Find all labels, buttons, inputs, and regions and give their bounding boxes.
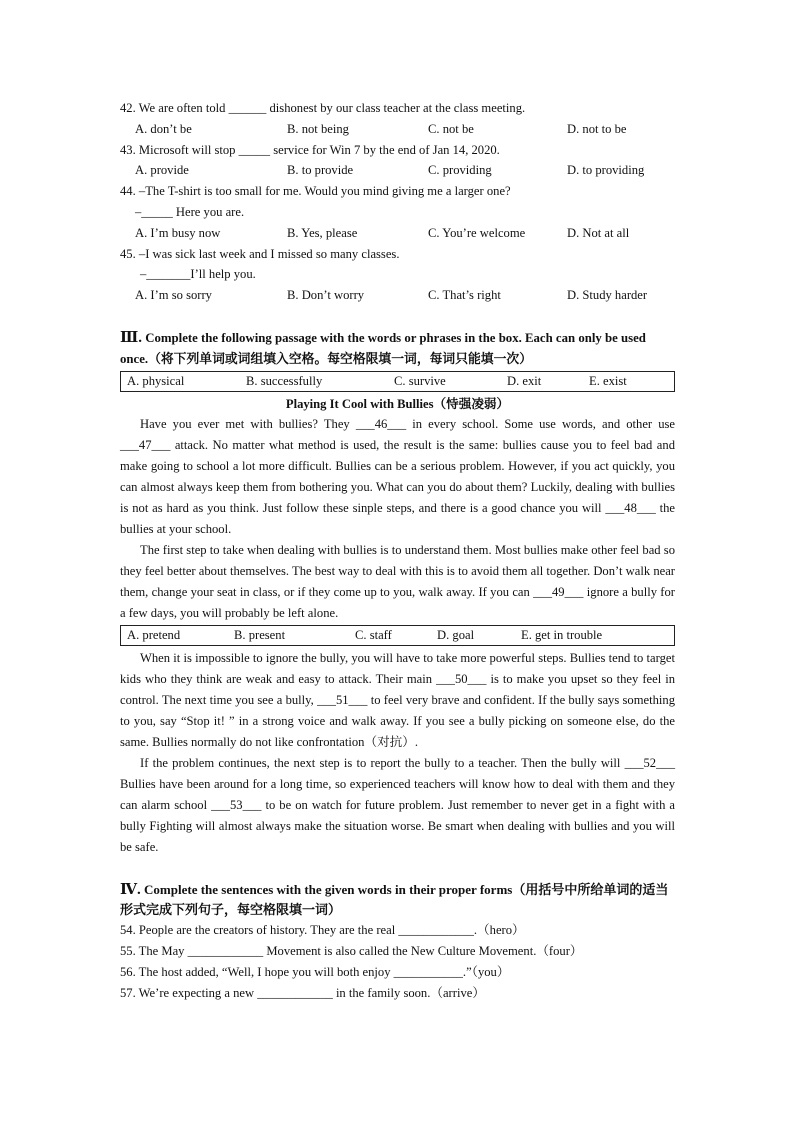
question-number: 43. bbox=[120, 142, 136, 157]
passage-paragraph-4: If the problem continues, the next step is to report the bully to a teacher. Then the bully will ___52___ Bullies have been around for a long time, so experienced teachers will know how to deal with them and they can alarm school ___53___ to be on watch for future problem. Just remember to never get in a fight with a bully Fighting will almost always make the situation worse. Be smart when dealing with bullies and you will be safe. bbox=[120, 756, 675, 855]
word-option: E. exist bbox=[589, 373, 627, 388]
option-b: B. Don’t worry bbox=[287, 288, 365, 303]
question-number: 45. bbox=[120, 246, 136, 261]
word-box-2 bbox=[120, 625, 675, 646]
passage-title: Playing It Cool with Bullies（恃强凌弱） bbox=[285, 396, 510, 411]
option-a: A. provide bbox=[135, 163, 189, 178]
word-option: B. successfully bbox=[246, 373, 323, 388]
word-option: E. get in trouble bbox=[521, 628, 603, 643]
passage-paragraph-2: The first step to take when dealing with bullies is to understand them. Most bullies make other feel bad so they feel better about themselves. The best way to deal with this is to avoid them all together. Don’t walk near them, change your seat in class, or if they come up to you, walk away. If you can ___49___ ignore a bully for a few days, you will probably be left alone. bbox=[120, 543, 675, 621]
section-number: Ⅳ. bbox=[120, 882, 141, 899]
option-b: B. Yes, please bbox=[287, 225, 358, 240]
word-option: A. pretend bbox=[127, 628, 181, 643]
option-d: D. to providing bbox=[567, 163, 645, 178]
option-c: C. providing bbox=[428, 163, 492, 178]
options-44 bbox=[120, 223, 675, 244]
fill-item-54: 54. People are the creators of history. They are the real ____________.（hero） bbox=[120, 923, 525, 938]
word-option: D. goal bbox=[437, 628, 475, 643]
passage-paragraph-1: Have you ever met with bullies? They ___46___ in every school. Some use words, and other use ___47___ attack. No matter what method is used, the result is the same: bullies cause you to feel bad and make going to school a lot more difficult. Bullies can be a serious problem. However, if you act quickly, you can almost always keep them from bothering you. What can you do about them? Luckily, dealing with bullies is not as hard as you think. Just follow these sinple steps, and there is a good chance you will ___48___ the bullies at your school. bbox=[120, 417, 675, 537]
question-43 bbox=[120, 140, 675, 161]
fill-item-56: 56. The host added, “Well, I hope you will both enjoy ___________.”（you） bbox=[120, 964, 510, 979]
word-option: B. present bbox=[234, 628, 286, 643]
question-44-reply: –_____ Here you are. bbox=[135, 204, 245, 219]
passage-paragraph-3: When it is impossible to ignore the bully, you will have to take more powerful steps. Bullies tend to target kids who they think are weak and easy to attack. Their main ___50___ is to make you upset so they feel in control. The next time you see a bully, ___51___ to feel very brave and confident. If the bully says something to you, say “Stop it! ” in a strong voice and walk away. If you see a bully picking on someone else, do the same. Bullies normally do not like confrontation（对抗）. bbox=[120, 651, 675, 750]
word-option: C. staff bbox=[355, 628, 392, 643]
section-instruction: Complete the following passage with the words or phrases in the box. Each can only be used once. bbox=[120, 330, 646, 366]
section-instruction-cn: （用括号中所给单词的适当形式完成下列句子，每空格限填一词） bbox=[120, 882, 669, 918]
section-instruction-cn: （将下列单词或词组填入空格。每空格限填一词，每词只能填一次） bbox=[148, 351, 532, 366]
question-stem: Microsoft will stop _____ service for Win 7 by the end of Jan 14, 2020. bbox=[138, 142, 500, 157]
section-instruction: Complete the sentences with the given words in their proper forms bbox=[140, 882, 513, 898]
fill-item-55: 55. The May ____________ Movement is also called the New Culture Movement.（four） bbox=[120, 944, 583, 959]
fill-item-57: 57. We’re expecting a new ____________ in the family soon.（arrive） bbox=[120, 985, 485, 1000]
option-a: A. I’m so sorry bbox=[135, 288, 212, 303]
option-d: D. not to be bbox=[567, 121, 627, 136]
word-option: A. physical bbox=[127, 373, 185, 388]
option-d: D. Not at all bbox=[567, 225, 630, 240]
question-number: 44. bbox=[120, 184, 136, 199]
word-option: D. exit bbox=[507, 373, 542, 388]
option-d: D. Study harder bbox=[567, 288, 648, 303]
question-45-reply: –_______I’ll help you. bbox=[140, 267, 256, 282]
option-a: A. don’t be bbox=[135, 121, 192, 136]
section-3-heading bbox=[120, 328, 675, 370]
question-stem: –The T-shirt is too small for me. Would you mind giving me a larger one? bbox=[138, 184, 511, 199]
option-c: C. not be bbox=[428, 121, 474, 136]
question-42 bbox=[120, 98, 675, 119]
question-stem: –I was sick last week and I missed so many classes. bbox=[138, 246, 400, 261]
options-45 bbox=[120, 285, 675, 306]
option-b: B. to provide bbox=[287, 163, 354, 178]
section-4-heading bbox=[120, 880, 675, 920]
options-42 bbox=[120, 119, 675, 140]
question-stem: We are often told ______ dishonest by our class teacher at the class meeting. bbox=[138, 101, 526, 115]
option-c: C. You’re welcome bbox=[428, 225, 526, 240]
spacer bbox=[120, 858, 675, 880]
worksheet-page bbox=[120, 98, 675, 1004]
spacer bbox=[120, 306, 675, 328]
option-b: B. not being bbox=[287, 121, 349, 136]
word-option: C. survive bbox=[394, 373, 446, 388]
word-box-1 bbox=[120, 371, 675, 392]
section-number: Ⅲ. bbox=[120, 329, 143, 346]
options-43 bbox=[120, 160, 675, 181]
question-45 bbox=[120, 244, 675, 265]
question-44 bbox=[120, 181, 675, 202]
question-number: 42. bbox=[120, 101, 136, 115]
option-a: A. I’m busy now bbox=[135, 225, 221, 240]
option-c: C. That’s right bbox=[428, 288, 501, 303]
